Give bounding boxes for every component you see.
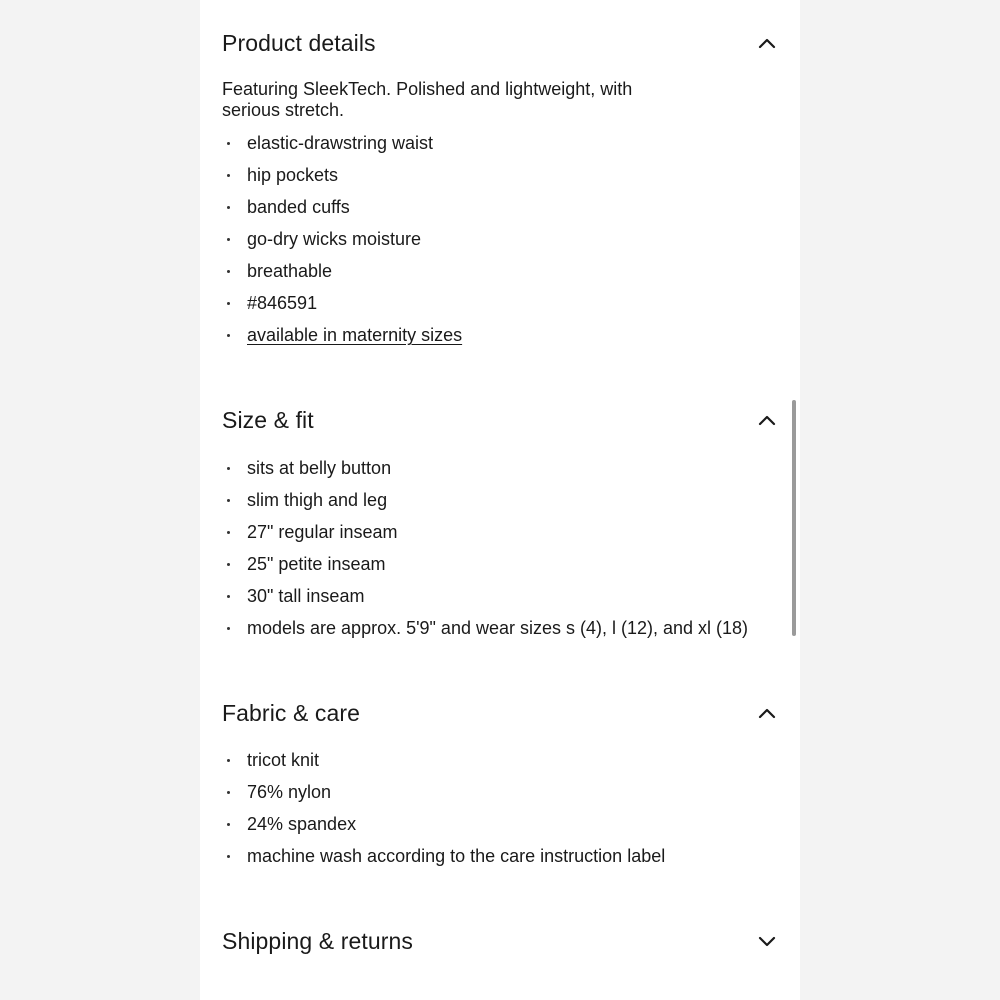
fabric-care-title: Fabric & care xyxy=(222,699,361,726)
product-info-panel xyxy=(200,0,800,1000)
chevron-up-icon[interactable] xyxy=(756,32,778,54)
product-details-section xyxy=(222,23,778,351)
maternity-sizes-item xyxy=(222,319,778,351)
page-background-left xyxy=(0,0,200,1000)
product-details-intro: Featuring SleekTech. Polished and lightweight, with serious stretch. xyxy=(222,79,633,120)
chevron-up-icon[interactable] xyxy=(756,702,778,724)
page-background-right xyxy=(800,0,1000,1000)
maternity-sizes-link[interactable]: available in maternity sizes xyxy=(247,325,463,345)
list-item: 27" regular inseam xyxy=(222,516,778,548)
list-item: banded cuffs xyxy=(222,191,778,223)
list-item: models are approx. 5'9" and wear sizes s (4), l (12), and xl (18) xyxy=(222,612,778,644)
list-item: 30" tall inseam xyxy=(222,580,778,612)
list-item: tricot knit xyxy=(222,744,778,776)
list-item: #846591 xyxy=(222,287,778,319)
list-item: 76% nylon xyxy=(222,776,778,808)
list-item: go-dry wicks moisture xyxy=(222,223,778,255)
size-fit-section xyxy=(222,400,778,644)
size-fit-title: Size & fit xyxy=(222,406,314,433)
list-item: hip pockets xyxy=(222,159,778,191)
shipping-returns-section xyxy=(222,921,778,961)
chevron-up-icon[interactable] xyxy=(756,409,778,431)
list-item: machine wash according to the care instruction label xyxy=(222,840,778,872)
list-item: sits at belly button xyxy=(222,452,778,484)
shipping-returns-header[interactable] xyxy=(222,921,778,961)
size-fit-header[interactable] xyxy=(222,400,778,440)
list-item: 24% spandex xyxy=(222,808,778,840)
list-item: slim thigh and leg xyxy=(222,484,778,516)
fabric-care-header[interactable] xyxy=(222,693,778,733)
product-details-list xyxy=(222,127,778,351)
size-fit-list xyxy=(222,452,778,644)
product-details-header[interactable] xyxy=(222,23,778,63)
chevron-down-icon[interactable] xyxy=(756,930,778,952)
fabric-care-list xyxy=(222,744,778,872)
list-item: elastic-drawstring waist xyxy=(222,127,778,159)
list-item: 25" petite inseam xyxy=(222,548,778,580)
list-item: breathable xyxy=(222,255,778,287)
shipping-returns-title: Shipping & returns xyxy=(222,927,414,954)
scrollbar-thumb[interactable] xyxy=(792,400,796,636)
fabric-care-section xyxy=(222,693,778,872)
product-details-title: Product details xyxy=(222,29,376,56)
